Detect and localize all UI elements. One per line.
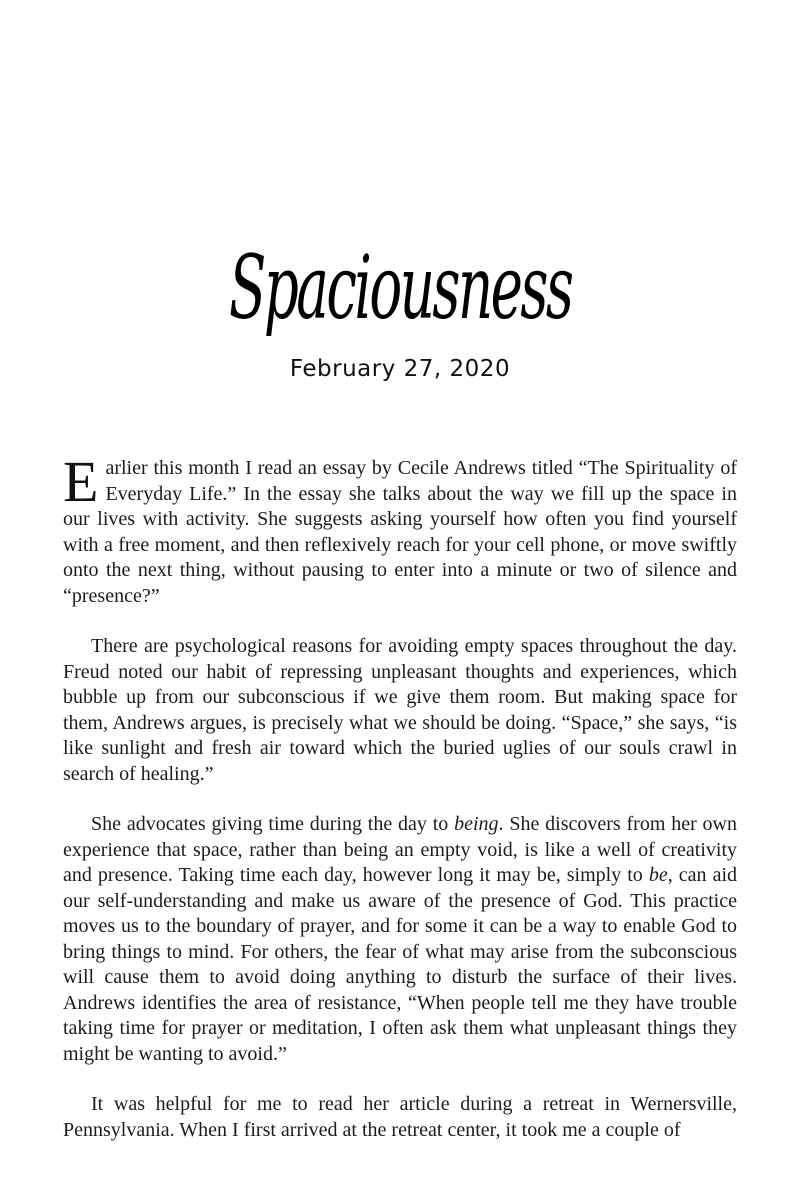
paragraph xyxy=(63,634,737,787)
text-run: arlier this month I read an essay by Cecile Andrews titled “The Spirituality of Everyday Life.” In the essay she talks about the way we fill up the space in our lives with activity. She suggests asking yourself how often you find yourself with a free moment, and then reflexively reach for your cell phone, or move swiftly onto the next thing, without pausing to enter into a minute or two of silence and “presence?” xyxy=(63,457,737,607)
title-wrap xyxy=(0,238,800,338)
text-run: , can aid our self-understanding and make us aware of the presence of God. This practice moves us to the boundary of prayer, and for some it can be a way to enable God to bring things to mind. For others, the fear of what may arise from the subconscious will cause them to avoid doing anything to disturb the surface of their lives. Andrews identifies the area of resistance, “When people tell me they have trouble taking time for prayer or meditation, I often ask them what unpleasant things they might be wanting to avoid.” xyxy=(63,864,738,1065)
text-run: . She discovers from her own experience that space, rather than being an empty void, is like a well of creativity and presence. Taking time each day, however long it may be, simply to xyxy=(63,813,737,886)
text-run: There are psychological reasons for avoiding empty spaces throughout the day. Freud noted our habit of repressing unpleasant thoughts and experiences, which bubble up from our subconscious if we give them room. But making space for them, Andrews argues, is precisely what we should be doing. “Space,” she says, “is like sunlight and fresh air toward which the buried uglies of our souls crawl in search of healing.” xyxy=(63,635,737,785)
text-run: It was helpful for me to read her article during a retreat in Wernersville, Pennsylvania. When I first arrived at the retreat center, it took me a couple of xyxy=(63,1093,737,1141)
page-header xyxy=(0,0,800,382)
italic-text-run: being xyxy=(454,813,499,835)
italic-text-run: be xyxy=(648,864,668,886)
page-title: Spaciousness xyxy=(228,236,572,339)
paragraph xyxy=(63,1092,737,1143)
text-run: She advocates giving time during the day to xyxy=(91,813,455,835)
date-line: February 27, 2020 xyxy=(289,356,511,382)
paragraph xyxy=(63,812,737,1067)
drop-cap: E xyxy=(63,449,99,514)
paragraph xyxy=(63,449,737,609)
article-body xyxy=(63,449,738,1143)
